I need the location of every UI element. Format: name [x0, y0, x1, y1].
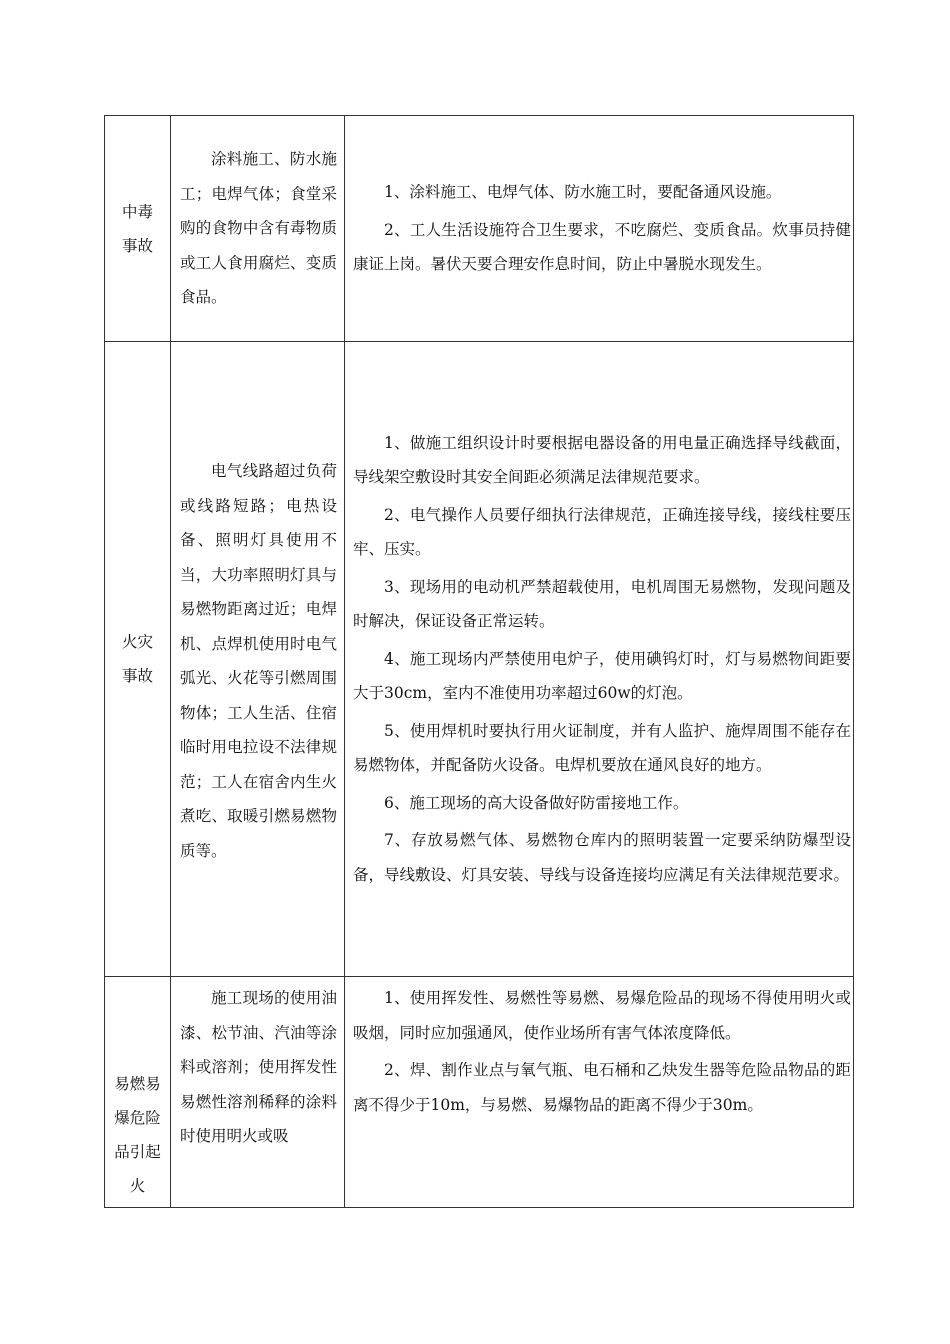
prevention-measures-cell	[345, 342, 854, 977]
accident-cause-cell	[171, 116, 345, 342]
accident-type-line: 火	[129, 1177, 146, 1195]
measure-item: 3、现场用的电动机严禁超载使用，电机周围无易燃物，发现问题及时解决，保证设备正常运转。	[353, 577, 851, 631]
accident-type-cell	[105, 977, 171, 1208]
measure-item: 1、做施工组织设计时要根据电器设备的用电量正确选择导线截面，导线架空敷设时其安全间距必须满足法律规范要求。	[353, 433, 851, 487]
accident-type-line: 事故	[121, 667, 153, 685]
measure-item: 5、使用焊机时要执行用火证制度，并有人监护、施焊周围不能存在易燃物体，并配备防火设备。电焊机要放在通风良好的地方。	[353, 721, 851, 775]
table-row	[105, 116, 854, 342]
safety-measures-table	[104, 115, 854, 1208]
measure-item: 7、存放易燃气体、易燃物仓库内的照明装置一定要采纳防爆型设备，导线敷设、灯具安装、导线与设备连接均应满足有关法律规范要求。	[353, 831, 851, 884]
table-row	[105, 977, 854, 1208]
accident-type-line: 事故	[121, 236, 153, 255]
accident-type-line: 火灾	[121, 633, 153, 651]
accident-cause-text: 涂料施工、防水施工；电焊气体；食堂采购的食物中含有毒物质或工人食用腐烂、变质食品。	[180, 150, 337, 307]
measure-item: 4、施工现场内严禁使用电炉子，使用碘钨灯时，灯与易燃物间距要大于30cm，室内不准使用功率超过60w的灯泡。	[353, 649, 851, 703]
accident-type-line: 中毒	[121, 202, 153, 221]
measure-item: 2、焊、割作业点与氧气瓶、电石桶和乙炔发生器等危险品物品的距离不得少于10m，与易燃、易爆物品的距离不得少于30m。	[353, 1061, 851, 1114]
accident-cause-text: 施工现场的使用油漆、松节油、汽油等涂料或溶剂；使用挥发性易燃性溶剂稀释的涂料时使用明火或吸	[180, 989, 337, 1145]
accident-type-cell	[105, 116, 171, 342]
measure-item: 6、施工现场的高大设备做好防雷接地工作。	[384, 793, 689, 812]
accident-type-cell	[105, 342, 171, 977]
accident-cause-text: 电气线路超过负荷或线路短路；电热设备、照明灯具使用不当，大功率照明灯具与易燃物距离过近；电焊机、点焊机使用时电气弧光、火花等引燃周围物体；工人生活、住宿临时用电拉设不法律规范；工人在宿舍内生火煮吃、取暖引燃易燃物质等。	[180, 462, 337, 860]
table-row	[105, 342, 854, 977]
measure-item: 1、涂料施工、电焊气体、防水施工时，要配备通风设施。	[384, 183, 782, 202]
prevention-measures-cell	[345, 977, 854, 1208]
accident-type-line: 品引起	[114, 1143, 161, 1161]
accident-type-line: 爆危险	[114, 1109, 161, 1127]
prevention-measures-cell	[345, 116, 854, 342]
measure-item: 2、工人生活设施符合卫生要求，不吃腐烂、变质食品。炊事员持健康证上岗。暑伏天要合理安作息时间，防止中暑脱水现发生。	[353, 220, 851, 274]
accident-type-line: 易燃易	[114, 1075, 161, 1093]
measure-item: 2、电气操作人员要仔细执行法律规范，正确连接导线，接线柱要压牢、压实。	[353, 505, 851, 559]
accident-cause-cell	[171, 342, 345, 977]
accident-cause-cell	[171, 977, 345, 1208]
measure-item: 1、使用挥发性、易燃性等易燃、易爆危险品的现场不得使用明火或吸烟，同时应加强通风，使作业场所有害气体浓度降低。	[353, 989, 851, 1042]
